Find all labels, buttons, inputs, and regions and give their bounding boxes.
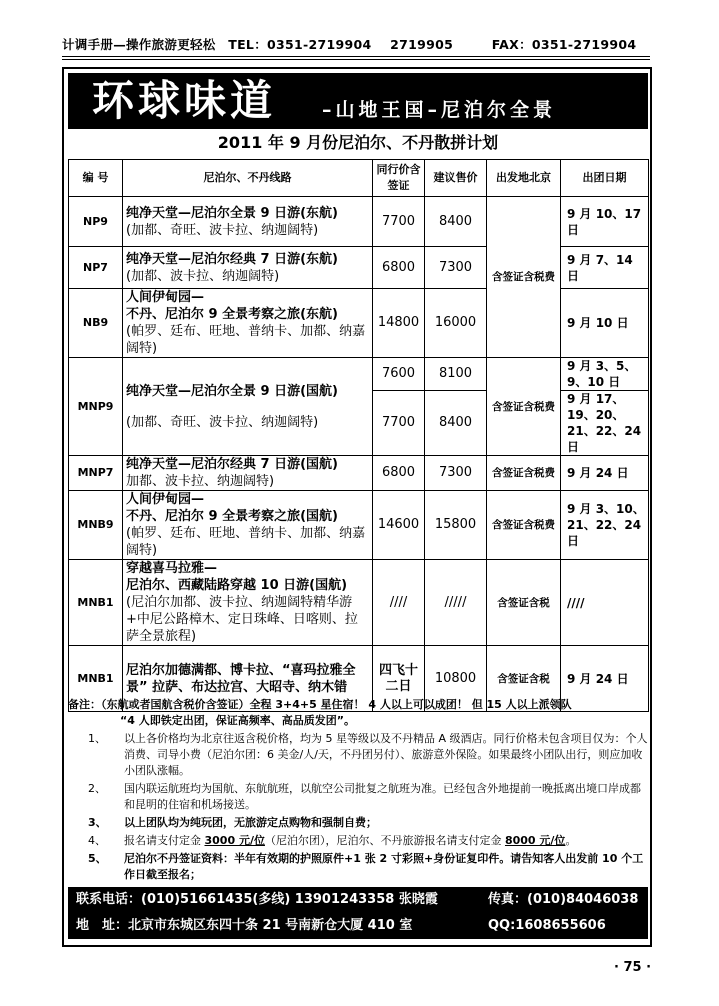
header-code: 编 号 [69, 160, 123, 197]
row-suggested-price: 7300 [425, 456, 487, 491]
notes-remark: 备注：（东航或者国航含税价含签证）全程 3+4+5 星住宿！ 4 人以上可以成团！ 但 15 人以上派领队 [68, 698, 572, 711]
row-peer-price: 7700 [373, 391, 425, 456]
table-row [69, 247, 649, 289]
note-text: 尼泊尔不丹签证资料：半年有效期的护照原件+1 张 2 寸彩照+身份证复印件。请告知客人出发前 10 个工作日截至报名； [124, 852, 644, 881]
table-row [69, 197, 649, 247]
row-peer-price: 7700 [373, 197, 425, 247]
header-fax: FAX：0351-2719904 [491, 37, 637, 52]
row-suggested-price: 16000 [425, 289, 487, 358]
note-item [68, 781, 648, 813]
route-detail: (加都、波卡拉、纳迦阔特) [126, 268, 280, 284]
row-peer-price: //// [373, 560, 425, 646]
schedule-table [68, 159, 649, 712]
route-detail: (帕罗、廷布、旺地、普纳卡、加都、纳嘉阔特) [126, 324, 366, 356]
row-departure: 含签证含税费 [487, 456, 561, 491]
header-departure: 出发地北京 [487, 160, 561, 197]
contact-fax: 传真：(010)84046038 [488, 892, 639, 907]
note-text-mid: （尼泊尔团），尼泊尔、不丹旅游报名请支付定金 [264, 834, 505, 847]
row-route [123, 247, 373, 289]
row-dates: 9 月 10、17 日 [561, 197, 649, 247]
table-row [69, 456, 649, 491]
row-departure-merged: 含签证含税费 [487, 358, 561, 456]
page-number: · 75 · [614, 960, 652, 975]
route-title: 纯净天堂—尼泊尔经典 7 日游(东航) [126, 251, 338, 267]
table-row [69, 491, 649, 560]
row-route [123, 560, 373, 646]
row-departure: 含签证含税费 [487, 491, 561, 560]
note-text: 以上团队均为纯玩团，无旅游定点购物和强制自费； [124, 816, 377, 829]
header-line [62, 35, 650, 53]
route-detail: 加都、波卡拉、纳迦阔特) [126, 474, 275, 489]
route-title: 纯净天堂—尼泊尔全景 9 日游(国航) [126, 383, 338, 399]
note-item [68, 851, 648, 883]
header-route: 尼泊尔、不丹线路 [123, 160, 373, 197]
contact-phone: 联系电话：(010)51661435(多线) 13901243358 张晓霞 [76, 892, 438, 907]
row-suggested-price: 8400 [425, 391, 487, 456]
row-suggested-price: 8400 [425, 197, 487, 247]
row-route [123, 358, 373, 456]
row-dates: //// [561, 560, 649, 646]
row-peer-price: 7600 [373, 358, 425, 391]
note-item [68, 833, 648, 849]
row-peer-price: 14800 [373, 289, 425, 358]
row-code: NP9 [69, 197, 123, 247]
row-code: NB9 [69, 289, 123, 358]
row-peer-price: 6800 [373, 247, 425, 289]
header-rule-2 [62, 59, 650, 60]
note-number: 3、 [88, 816, 107, 829]
note-text: 以上各价格均为北京往返含税价格，均为 5 星等级以及不丹精品 A 级酒店。同行价格未包含项目仅为：个人消费、司导小费（尼泊尔团：6 美金/人/天，不丹团另付）、旅游意外保险。如果最终小团队出行，则应加收小团队涨幅。 [124, 732, 648, 777]
row-suggested-price: 8100 [425, 358, 487, 391]
table-row [69, 289, 649, 358]
row-suggested-price: 7300 [425, 247, 487, 289]
note-number: 5、 [88, 852, 107, 865]
header-rule [62, 56, 650, 57]
row-code: MNB9 [69, 491, 123, 560]
header-slogan: 计调手册—操作旅游更轻松 [62, 37, 216, 52]
row-suggested-price: ///// [425, 560, 487, 646]
header-tel: TEL：0351-2719904 [228, 37, 372, 52]
header-peer-price: 同行价含签证 [373, 160, 425, 197]
route-title-2: 不丹、尼泊尔 9 全景考察之旅(国航) [126, 509, 338, 524]
row-code: NP7 [69, 247, 123, 289]
row-dates: 9 月 7、14 日 [561, 247, 649, 289]
route-detail: (加都、奇旺、波卡拉、纳迦阔特) [126, 222, 319, 238]
route-title: 人间伊甸园— [126, 492, 205, 507]
row-dates: 9 月 24 日 [561, 456, 649, 491]
title-banner [68, 73, 648, 129]
route-title: 纯净天堂—尼泊尔全景 9 日游(东航) [126, 205, 338, 221]
row-peer-price: 四飞十二日 [373, 646, 425, 712]
row-suggested-price: 15800 [425, 491, 487, 560]
note-item [68, 815, 648, 831]
note-item [68, 731, 648, 779]
row-route [123, 491, 373, 560]
row-dates: 9 月 10 日 [561, 289, 649, 358]
row-peer-price: 14600 [373, 491, 425, 560]
row-dates: 9 月 17、19、20、21、22、24 日 [561, 391, 649, 456]
row-code: MNP7 [69, 456, 123, 491]
route-title: 人间伊甸园— [126, 290, 205, 305]
row-code: MNB1 [69, 560, 123, 646]
note-text-pre: 报名请支付定金 [124, 834, 205, 847]
row-route [123, 197, 373, 247]
note-number: 1、 [88, 732, 106, 745]
route-detail: (帕罗、廷布、旺地、普纳卡、加都、纳嘉阔特) [126, 526, 366, 558]
row-dates: 9 月 24 日 [561, 646, 649, 712]
row-peer-price: 6800 [373, 456, 425, 491]
note-text-post: 。 [565, 834, 577, 847]
row-route [123, 289, 373, 358]
row-suggested-price: 10800 [425, 646, 487, 712]
note-number: 2、 [88, 782, 106, 795]
route-detail: (加都、奇旺、波卡拉、纳迦阔特) [126, 414, 319, 430]
table-header-row [69, 160, 649, 197]
row-route [123, 456, 373, 491]
row-dates: 9 月 3、10、21、22、24 日 [561, 491, 649, 560]
contact-address: 地 址：北京市东城区东四十条 21 号南新仓大厦 410 室 [76, 918, 413, 933]
table-row [69, 358, 649, 391]
table-row [69, 560, 649, 646]
route-title: 穿越喜马拉雅— [126, 561, 218, 576]
notes-section [68, 697, 648, 883]
row-departure: 含签证含税 [487, 646, 561, 712]
header-dates: 出团日期 [561, 160, 649, 197]
deposit-amount-nepal: 3000 元/位 [204, 834, 265, 847]
banner-subtitle: –山地王国–尼泊尔全景 [322, 99, 557, 121]
header-tel2: 2719905 [390, 37, 454, 52]
brand-title: 环球味道 [92, 76, 277, 125]
route-title-2: 不丹、尼泊尔 9 全景考察之旅(东航) [126, 307, 338, 322]
row-code: MNP9 [69, 358, 123, 456]
deposit-amount-bhutan: 8000 元/位 [504, 834, 566, 847]
note-number: 4、 [88, 834, 106, 847]
header-suggested-price: 建议售价 [425, 160, 487, 197]
row-departure: 含签证含税 [487, 560, 561, 646]
notes-remark-2: “4 人即铁定出团，保证高频率、高品质发团”。 [120, 714, 355, 727]
route-title: 尼泊尔加德满都、博卡拉、“喜玛拉雅全景” 拉萨、布达拉宫、大昭寺、纳木错 [126, 662, 356, 695]
route-title: 纯净天堂—尼泊尔经典 7 日游(国航) [126, 457, 338, 472]
contact-qq: QQ:1608655606 [488, 918, 606, 933]
route-title-2: 尼泊尔、西藏陆路穿越 10 日游(国航) [126, 578, 348, 593]
route-detail: (尼泊尔加都、波卡拉、纳迦阔特精华游+中尼公路樟木、定日珠峰、日喀则、拉萨全景旅程) [126, 595, 358, 644]
row-dates: 9 月 3、5、9、10 日 [561, 358, 649, 391]
contact-footer [68, 887, 648, 939]
note-text: 国内联运航班均为国航、东航航班，以航空公司批复之航班为准。已经包含外地提前一晚抵离出境口岸成都和昆明的住宿和机场接送。 [124, 782, 641, 811]
row-departure-merged: 含签证含税费 [487, 197, 561, 358]
row-code: MNB1 [69, 646, 123, 712]
plan-title: 2011 年 9 月份尼泊尔、不丹散拼计划 [217, 133, 499, 152]
